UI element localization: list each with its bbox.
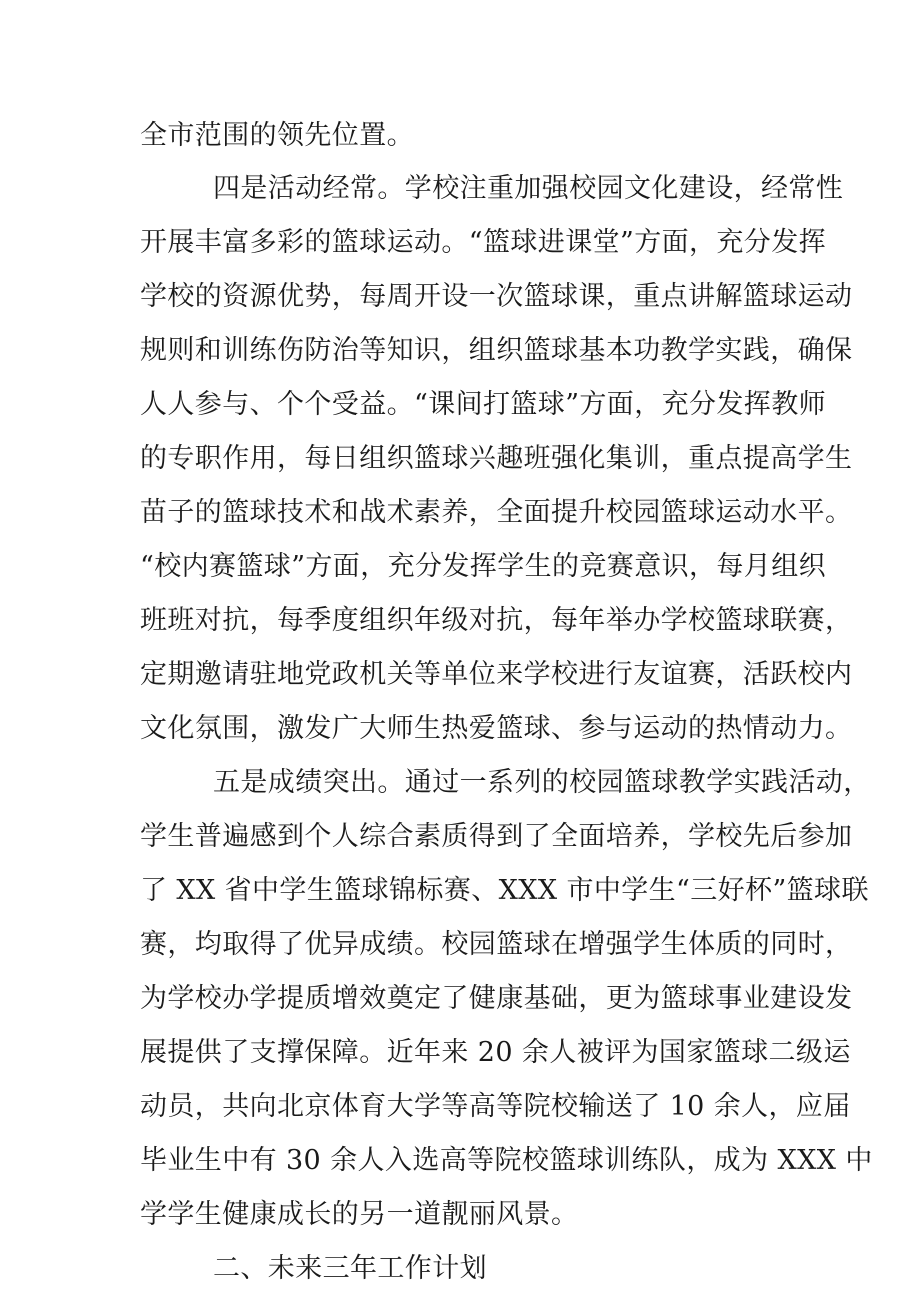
text-line: 苗子的篮球技术和战术素养，全面提升校园篮球运动水平。 [140,497,853,528]
paragraph-start-line: 四是活动经常。学校注重加强校园文化建设，经常性 [213,173,844,204]
text-line: 文化氛围，激发广大师生热爱篮球、参与运动的热情动力。 [140,713,853,744]
text-line: 开展丰富多彩的篮球运动。“篮球进课堂”方面，充分发挥 [140,227,827,258]
text-line: 动员，共向北京体育大学等高等院校输送了 10 余人，应届 [140,1091,851,1122]
text-line: 赛，均取得了优异成绩。校园篮球在增强学生体质的同时， [140,929,853,960]
text-line: 人人参与、个个受益。“课间打篮球”方面，充分发挥教师 [140,389,827,420]
text-line: 全市范围的领先位置。 [140,120,414,151]
text-line: 定期邀请驻地党政机关等单位来学校进行友谊赛，活跃校内 [140,659,853,690]
text-line: 规则和训练伤防治等知识，组织篮球基本功教学实践，确保 [140,335,853,366]
paragraph-start-line: 五是成绩突出。通过一系列的校园篮球教学实践活动， [213,767,871,798]
text-line: 学生普遍感到个人综合素质得到了全面培养，学校先后参加 [140,821,853,852]
text-line: 学学生健康成长的另一道靓丽风景。 [140,1199,579,1230]
text-line: 了 XX 省中学生篮球锦标赛、XXX 市中学生“三好杯”篮球联 [140,875,869,906]
text-line: 为学校办学提质增效奠定了健康基础，更为篮球事业建设发 [140,983,853,1014]
section-heading: 二、未来三年工作计划 [213,1253,487,1284]
text-line: 班班对抗，每季度组织年级对抗，每年举办学校篮球联赛， [140,605,853,636]
text-line: 学校的资源优势，每周开设一次篮球课，重点讲解篮球运动 [140,281,853,312]
text-line: 毕业生中有 30 余人入选高等院校篮球训练队，成为 XXX 中 [140,1145,873,1176]
text-line: 展提供了支撑保障。近年来 20 余人被评为国家篮球二级运 [140,1037,851,1068]
text-line: 的专职作用，每日组织篮球兴趣班强化集训，重点提高学生 [140,443,853,474]
text-line: “校内赛篮球”方面，充分发挥学生的竞赛意识，每月组织 [140,551,827,582]
